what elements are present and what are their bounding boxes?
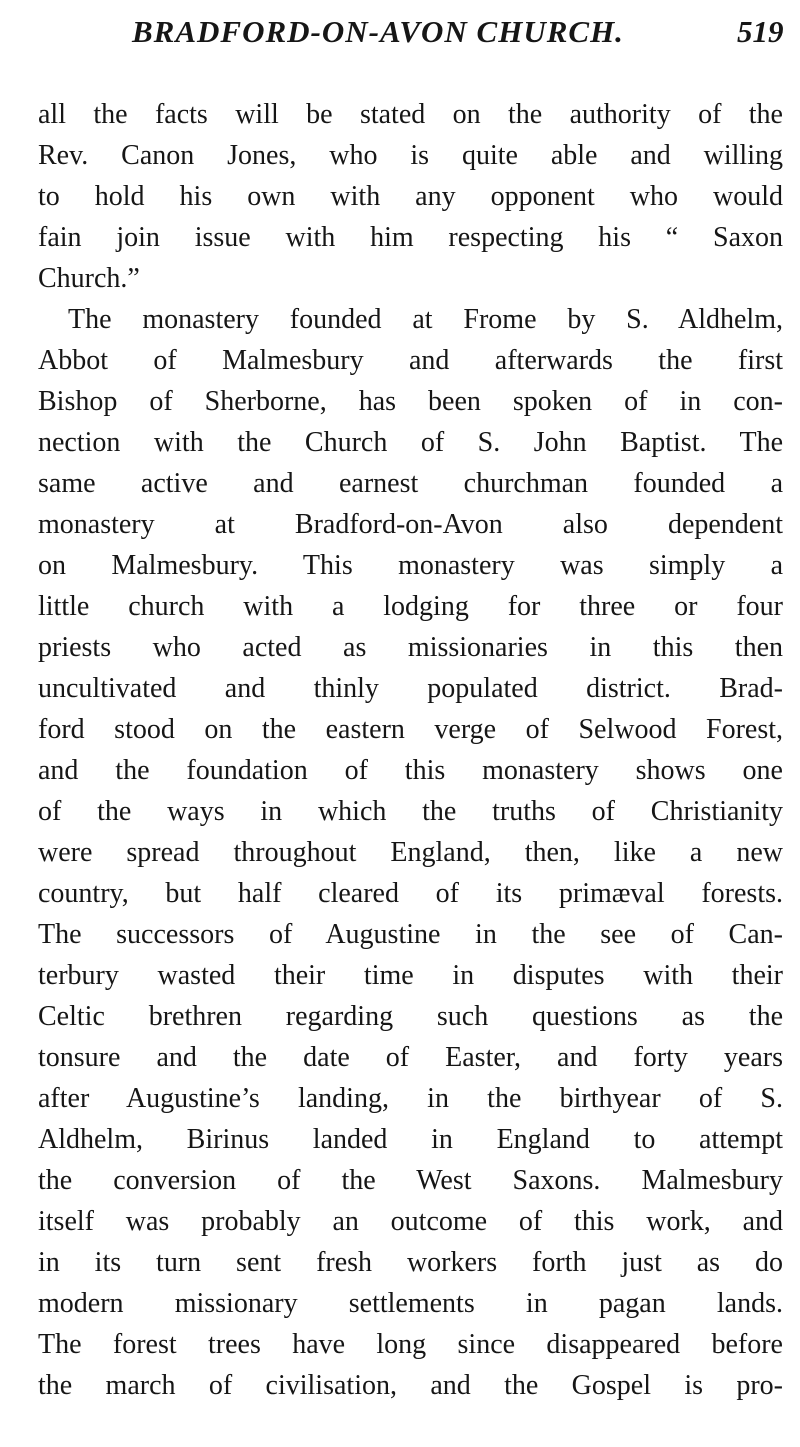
text-line: fain join issue with him respecting his “ Saxon [38, 222, 783, 253]
text-line: itself was probably an outcome of this work, and [38, 1206, 783, 1237]
text-line: uncultivated and thinly populated district. Brad- [38, 673, 783, 704]
text-line: The monastery founded at Frome by S. Aldhelm, [68, 304, 783, 335]
running-title: BRADFORD-ON-AVON CHURCH. [132, 14, 624, 49]
text-line: Celtic brethren regarding such questions as the [38, 1001, 783, 1032]
text-line: were spread throughout England, then, like a new [38, 837, 783, 868]
text-line: monastery at Bradford-on-Avon also dependent [38, 509, 783, 540]
text-line: country, but half cleared of its primæval forests. [38, 878, 783, 909]
text-line: Abbot of Malmesbury and afterwards the first [38, 345, 783, 376]
text-line: priests who acted as missionaries in this then [38, 632, 783, 663]
text-line: on Malmesbury. This monastery was simply a [38, 550, 783, 581]
text-line: modern missionary settlements in pagan lands. [38, 1288, 783, 1319]
text-line: The successors of Augustine in the see of Can- [38, 919, 783, 950]
text-line: tonsure and the date of Easter, and forty years [38, 1042, 783, 1073]
text-line: Aldhelm, Birinus landed in England to attempt [38, 1124, 783, 1155]
text-line: nection with the Church of S. John Baptist. The [38, 427, 783, 458]
text-line: the march of civilisation, and the Gospel is pro- [38, 1370, 783, 1401]
text-line: and the foundation of this monastery shows one [38, 755, 783, 786]
text-line: terbury wasted their time in disputes with their [38, 960, 783, 991]
running-head [0, 14, 800, 62]
text-line: Rev. Canon Jones, who is quite able and willing [38, 140, 783, 171]
text-line: the conversion of the West Saxons. Malmesbury [38, 1165, 783, 1196]
text-line: little church with a lodging for three or four [38, 591, 783, 622]
text-line: of the ways in which the truths of Christianity [38, 796, 783, 827]
text-line: after Augustine’s landing, in the birthyear of S. [38, 1083, 783, 1114]
text-line: all the facts will be stated on the authority of the [38, 99, 783, 130]
page-number: 519 [737, 14, 784, 49]
text-line: The forest trees have long since disappeared before [38, 1329, 783, 1360]
text-line: ford stood on the eastern verge of Selwood Forest, [38, 714, 783, 745]
text-line: to hold his own with any opponent who would [38, 181, 783, 212]
text-line: Church.” [38, 263, 140, 294]
text-line: Bishop of Sherborne, has been spoken of in con- [38, 386, 783, 417]
text-line: same active and earnest churchman founded a [38, 468, 783, 499]
text-line: in its turn sent fresh workers forth just as do [38, 1247, 783, 1278]
